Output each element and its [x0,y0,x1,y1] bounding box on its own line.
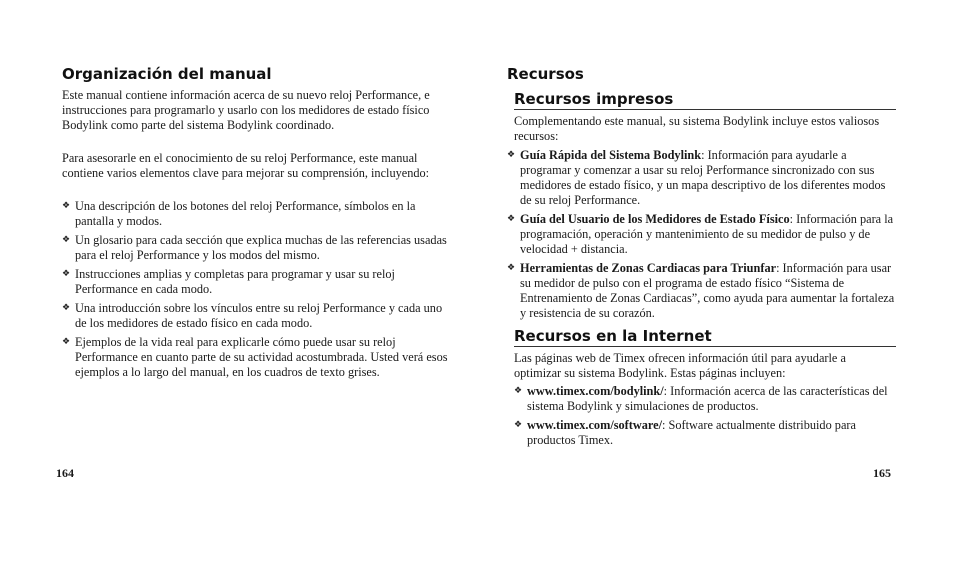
subheading-recursos-internet: Recursos en la Internet [514,327,896,347]
list-item: ❖ Guía Rápida del Sistema Bodylink: Información para ayudarle a programar y comenzar a usar su reloj Performance sincronizado con sus medidores de estado físico, y un mapa descriptivo de los diferentes modos de su reloj Performance. [507,148,886,207]
diamond-bullet-icon: ❖ [62,200,71,210]
software-link[interactable]: www.timex.com/software/ [527,418,663,432]
diamond-bullet-icon: ❖ [62,268,71,278]
feature-list [62,199,450,384]
list-item: ❖ www.timex.com/bodylink/: Información acerca de las características del sistema Bodylink y simulaciones de productos. [514,384,888,413]
subheading-recursos-impresos: Recursos impresos [514,90,896,110]
second-paragraph: Para asesorarle en el conocimiento de su reloj Performance, este manual contiene varios elementos clave para mejorar su comprensión, incluyendo: [62,151,430,180]
diamond-bullet-icon: ❖ [507,213,516,223]
diamond-bullet-icon: ❖ [514,419,523,429]
diamond-bullet-icon: ❖ [62,336,71,346]
diamond-bullet-icon: ❖ [62,302,71,312]
list-item: ❖ Instrucciones amplias y completas para programar y usar su reloj Performance en cada modo. [62,267,395,296]
list-item: ❖ Un glosario para cada sección que explica muchas de las referencias usadas para el reloj Performance y los modos del mismo. [62,233,447,262]
intro-paragraph: Este manual contiene información acerca de su nuevo reloj Performance, e instrucciones para programarlo y usarlo con los medidores de estado físico Bodylink como parte del sistema Bodylink coordinado. [62,88,430,132]
list-item: ❖ Ejemplos de la vida real para explicarle cómo puede usar su reloj Performance en cuanto parte de su actividad acostumbrada. Usted verá esos ejemplos a lo largo del manual, en los cuadros de texto grises. [62,335,448,379]
page-number-right: 165 [873,466,891,480]
diamond-bullet-icon: ❖ [514,385,523,395]
page-number-left: 164 [56,466,74,480]
section-heading-recursos: Recursos [507,65,584,83]
section-heading-organizacion: Organización del manual [62,65,272,83]
list-item: ❖ www.timex.com/software/: Software actualmente distribuido para productos Timex. [514,418,856,447]
diamond-bullet-icon: ❖ [507,262,516,272]
bodylink-link[interactable]: www.timex.com/bodylink/ [527,384,664,398]
printed-resources-list [507,148,896,325]
list-item: ❖ Guía del Usuario de los Medidores de Estado Físico: Información para la programación, operación y mantenimiento de su medidor de pulso y de velocidad + distancia. [507,212,894,256]
internet-resources-intro: Las páginas web de Timex ofrecen información útil para ayudarle a optimizar su sistema Bodylink. Estas páginas incluyen: [514,351,846,380]
list-item: ❖ Una introducción sobre los vínculos entre su reloj Performance y cada uno de los medidores de estado físico en cada modo. [62,301,443,330]
printed-resources-intro: Complementando este manual, su sistema Bodylink incluye estos valiosos recursos: [514,114,880,143]
diamond-bullet-icon: ❖ [62,234,71,244]
internet-resources-list [514,384,896,452]
diamond-bullet-icon: ❖ [507,149,516,159]
list-item: ❖ Herramientas de Zonas Cardiacas para Triunfar: Información para usar su medidor de pulso con el programa de estado físico “Sistema de Entrenamiento de Zonas Cardiacas”, como ayuda para aumentar la fortaleza y resistencia de su corazón. [507,261,895,320]
list-item: ❖ Una descripción de los botones del reloj Performance, símbolos en la pantalla y modos. [62,199,416,228]
